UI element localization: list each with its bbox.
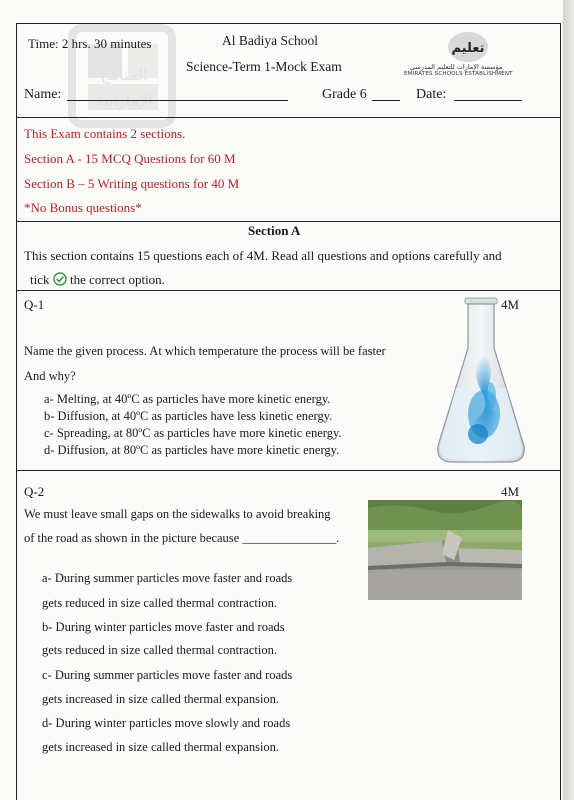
- logo-arabic-org: مؤسسة الإمارات للتعليم المدرسي: [410, 63, 503, 71]
- q1-stem-1: Name the given process. At which temperature the process will be faster: [24, 344, 386, 358]
- q1-number: Q-1: [24, 297, 45, 312]
- exam-time: Time: 2 hrs. 30 minutes: [28, 36, 152, 51]
- tick-word: tick: [30, 272, 50, 287]
- name-label: Name:: [24, 87, 62, 102]
- sidewalk-crack-photo: [368, 500, 522, 600]
- tick-instruction-rest: the correct option.: [70, 272, 165, 287]
- q2-option-a-line-1[interactable]: a- During summer particles move faster and roads: [42, 571, 293, 585]
- watermark-text-1: المناهج: [100, 65, 148, 84]
- q2-stem-1: We must leave small gaps on the sidewalks to avoid breaking: [24, 507, 331, 521]
- q2-marks: 4M: [501, 484, 520, 499]
- section-a-instruction-2: [30, 272, 165, 288]
- section-a-title: Section A: [248, 223, 301, 238]
- q2-option-d-line-2[interactable]: gets increased in size called thermal expansion.: [42, 740, 280, 754]
- school-name: Al Badiya School: [222, 33, 318, 48]
- q1-option-a[interactable]: a- Melting, at 40ºC as particles have more kinetic energy.: [44, 392, 331, 406]
- date-field[interactable]: [454, 100, 522, 101]
- info-line-1: This Exam contains 2 sections.: [24, 126, 186, 141]
- check-circle-icon: [53, 272, 67, 286]
- q2-option-b-line-2[interactable]: gets reduced in size called thermal contraction.: [42, 643, 277, 657]
- q1-option-b[interactable]: b- Diffusion, at 40ºC as particles have less kinetic energy.: [44, 409, 333, 423]
- q2-option-d-line-1[interactable]: d- During winter particles move slowly and roads: [42, 716, 291, 730]
- logo-arabic-word: تعليم: [451, 41, 485, 56]
- emirates-schools-logo: [446, 30, 490, 64]
- q2-option-b-line-1[interactable]: b- During winter particles move faster and roads: [42, 620, 285, 634]
- date-label: Date:: [416, 87, 447, 102]
- divider-info: [16, 221, 561, 222]
- q2-stem-2: of the road as shown in the picture because _______________.: [24, 531, 340, 545]
- exam-title: Science-Term 1-Mock Exam: [186, 59, 342, 74]
- page-edge-shadow: [563, 0, 574, 800]
- q1-marks: 4M: [501, 297, 520, 312]
- q2-option-c-line-2[interactable]: gets increased in size called thermal expansion.: [42, 692, 280, 706]
- divider-header: [16, 117, 561, 118]
- q2-number: Q-2: [24, 484, 45, 499]
- flask-diffusion-image: [432, 296, 530, 468]
- divider-q1: [16, 470, 561, 471]
- grade-label: Grade 6: [322, 87, 367, 102]
- divider-section-a: [16, 290, 561, 291]
- name-field[interactable]: [67, 100, 288, 101]
- info-line-3: Section B – 5 Writing questions for 40 M: [24, 176, 240, 191]
- q2-option-a-line-2[interactable]: gets reduced in size called thermal contraction.: [42, 596, 277, 610]
- grade-field[interactable]: [372, 100, 400, 101]
- info-line-2: Section A - 15 MCQ Questions for 60 M: [24, 151, 236, 166]
- watermark-text-2: الإماراتية: [95, 91, 153, 110]
- q1-option-c[interactable]: c- Spreading, at 80ºC as particles have more kinetic energy.: [44, 426, 342, 440]
- section-a-instruction-1: This section contains 15 questions each of 4M. Read all questions and options carefully and: [24, 248, 502, 263]
- q2-option-c-line-1[interactable]: c- During summer particles move faster and roads: [42, 668, 293, 682]
- q1-option-d[interactable]: d- Diffusion, at 80ºC as particles have more kinetic energy.: [44, 443, 340, 457]
- logo-english: EMIRATES SCHOOLS ESTABLISHMENT: [404, 71, 513, 77]
- info-line-4: *No Bonus questions*: [24, 200, 142, 215]
- q1-stem-2: And why?: [24, 369, 76, 383]
